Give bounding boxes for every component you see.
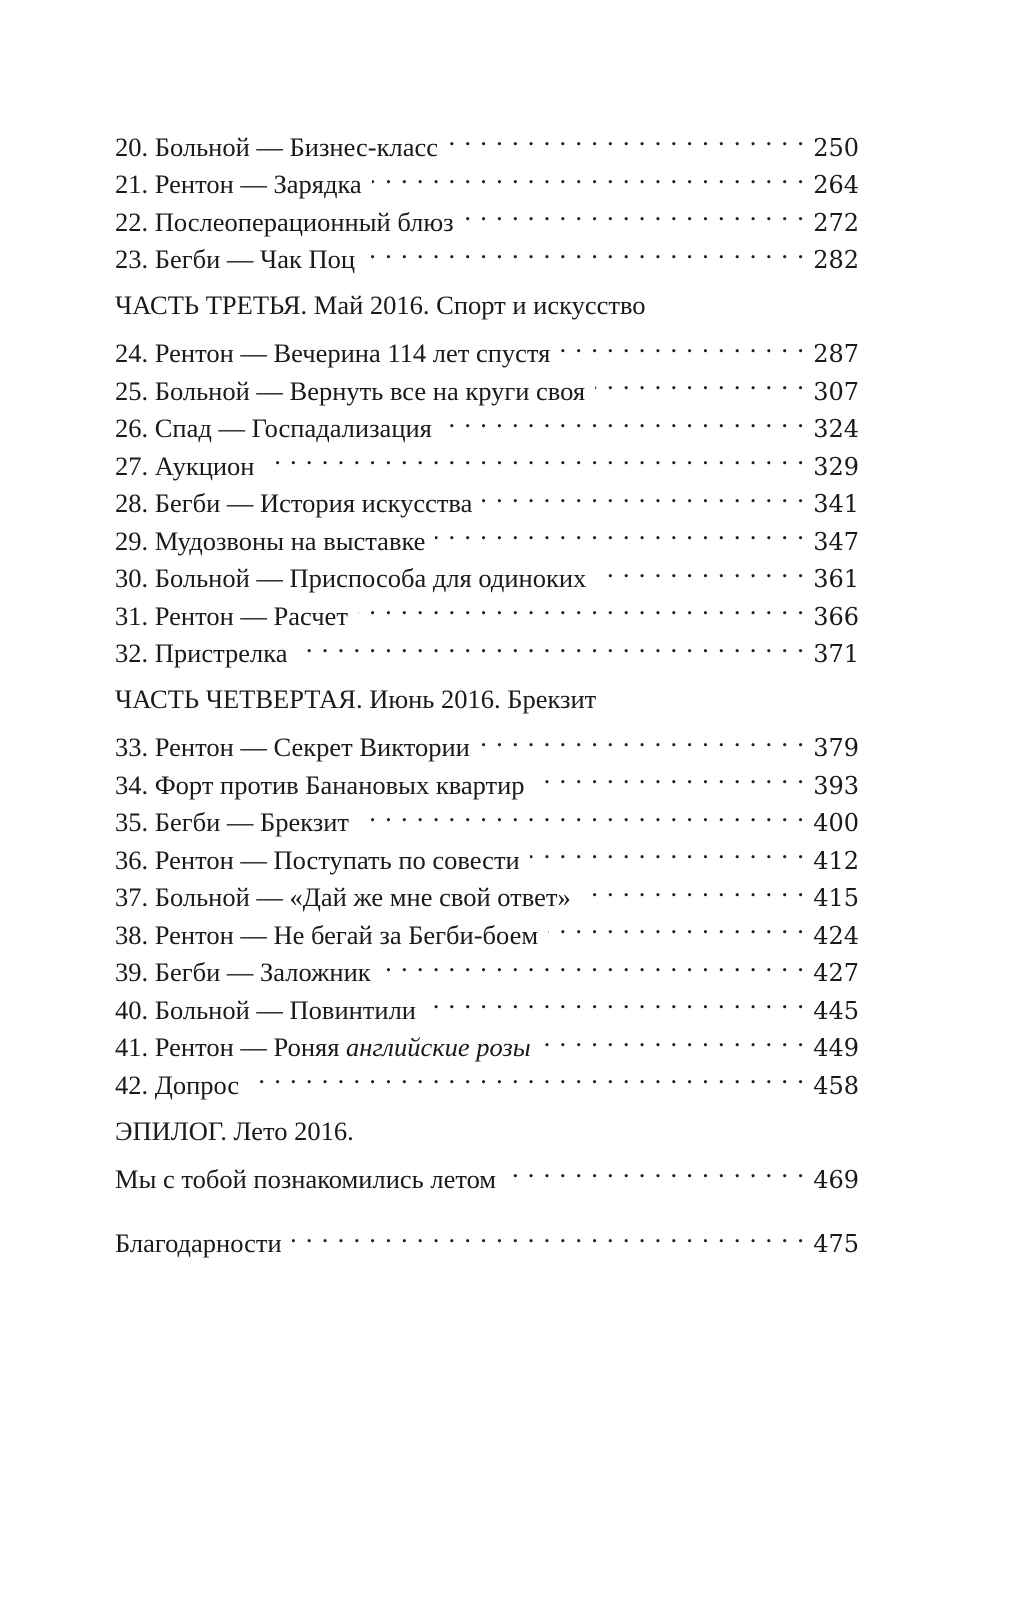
dot-leader bbox=[506, 1150, 805, 1188]
page-number: 412 bbox=[813, 846, 859, 875]
dot-leader bbox=[372, 156, 805, 194]
toc-entry bbox=[115, 118, 859, 162]
dot-leader bbox=[426, 981, 805, 1019]
entry-title: 21. Рентон — Зарядка bbox=[115, 169, 362, 199]
dot-leader bbox=[365, 231, 805, 269]
entry-title: 32. Пристрелка bbox=[115, 638, 288, 668]
entry-title-plain: 41. Рентон — Роняя bbox=[115, 1032, 347, 1062]
page-number: 393 bbox=[813, 771, 859, 800]
entry-title: 22. Послеоперационный блюз bbox=[115, 206, 454, 237]
page-number: 427 bbox=[813, 959, 859, 987]
entry-title: 30. Больной — Приспособа для одиноких bbox=[115, 563, 587, 593]
toc-entry bbox=[115, 325, 859, 368]
page-number: 366 bbox=[813, 602, 859, 631]
part-heading: ЧАСТЬ ТРЕТЬЯ. Май 2016. Спорт и искусство bbox=[115, 290, 646, 320]
page-number: 424 bbox=[813, 921, 859, 950]
page-number: 449 bbox=[813, 1034, 859, 1062]
dot-leader bbox=[442, 400, 805, 438]
entry-title: 37. Больной — «Дай же мне свой ответ» bbox=[115, 882, 571, 912]
page-number: 458 bbox=[813, 1071, 859, 1100]
dot-leader bbox=[560, 325, 805, 363]
dot-leader bbox=[548, 906, 805, 944]
toc-entry bbox=[115, 719, 859, 762]
entry-title: 23. Бегби — Чак Поц bbox=[115, 244, 356, 274]
page-number: 415 bbox=[813, 884, 859, 912]
page-number: 287 bbox=[813, 340, 859, 368]
entry-title: 34. Форт против Банановых квартир bbox=[115, 769, 525, 800]
dot-leader bbox=[595, 362, 805, 400]
dot-leader bbox=[265, 437, 806, 475]
dot-leader bbox=[541, 1019, 806, 1057]
page-number: 379 bbox=[813, 734, 859, 762]
entry-title: 40. Больной — Повинтили bbox=[115, 994, 416, 1025]
page-number: 282 bbox=[813, 246, 859, 274]
dot-leader bbox=[464, 193, 806, 231]
page-number: 475 bbox=[813, 1230, 859, 1258]
toc-entry bbox=[115, 1150, 859, 1194]
dot-leader bbox=[297, 625, 805, 663]
page-number: 445 bbox=[813, 996, 859, 1025]
page-number: 347 bbox=[813, 527, 859, 556]
entry-title: 42. Допрос bbox=[115, 1069, 240, 1100]
dot-leader bbox=[482, 475, 805, 513]
page-number: 307 bbox=[813, 377, 859, 406]
dot-leader bbox=[358, 587, 805, 625]
entry-title: 24. Рентон — Вечерина 114 лет спустя bbox=[115, 338, 551, 368]
page-number: 264 bbox=[813, 171, 859, 199]
dot-leader bbox=[480, 719, 805, 757]
epilogue-heading: ЭПИЛОГ. Лето 2016. bbox=[115, 1115, 354, 1146]
dot-leader bbox=[596, 550, 805, 588]
page-number: 250 bbox=[813, 133, 859, 162]
page-number: 469 bbox=[813, 1165, 859, 1194]
page-number: 272 bbox=[813, 208, 859, 237]
entry-title: 29. Мудозвоны на выставке bbox=[115, 525, 426, 556]
entry-title: Благодарности bbox=[115, 1228, 282, 1258]
entry-title: 20. Больной — Бизнес-класс bbox=[115, 131, 438, 162]
entry-title: 38. Рентон — Не бегай за Бегби-боем bbox=[115, 919, 539, 950]
table-of-contents bbox=[115, 118, 859, 1258]
entry-title: 28. Бегби — История искусства bbox=[115, 488, 473, 518]
dot-leader bbox=[359, 794, 805, 832]
page-number: 371 bbox=[813, 640, 859, 668]
dot-leader bbox=[530, 831, 805, 869]
toc-entry-acknowledgements bbox=[115, 1215, 859, 1258]
dot-leader bbox=[535, 756, 806, 794]
page-number: 361 bbox=[813, 565, 859, 593]
page-number: 400 bbox=[813, 809, 859, 837]
entry-title: 35. Бегби — Брекзит bbox=[115, 807, 349, 837]
page-number: 329 bbox=[813, 452, 859, 481]
dot-leader bbox=[292, 1215, 806, 1253]
entry-title: Мы с тобой познакомились летом bbox=[115, 1163, 497, 1194]
entry-title: 39. Бегби — Заложник bbox=[115, 957, 371, 987]
entry-title-italic: английские розы bbox=[346, 1032, 531, 1062]
entry-title: 36. Рентон — Поступать по совести bbox=[115, 844, 520, 875]
dot-leader bbox=[435, 512, 805, 550]
dot-leader bbox=[448, 118, 805, 156]
entry-title: 31. Рентон — Расчет bbox=[115, 600, 348, 631]
page-number: 324 bbox=[813, 415, 859, 443]
entry-title: 27. Аукцион bbox=[115, 450, 255, 481]
entry-title: 26. Спад — Госпадализация bbox=[115, 413, 432, 443]
page-number: 341 bbox=[813, 490, 859, 518]
dot-leader bbox=[381, 944, 806, 982]
entry-title: 33. Рентон — Секрет Виктории bbox=[115, 732, 470, 762]
dot-leader bbox=[249, 1056, 805, 1094]
entry-title: 25. Больной — Вернуть все на круги своя bbox=[115, 375, 586, 406]
part-heading: ЧАСТЬ ЧЕТВЕРТАЯ. Июнь 2016. Брекзит bbox=[115, 684, 597, 714]
dot-leader bbox=[581, 869, 805, 907]
